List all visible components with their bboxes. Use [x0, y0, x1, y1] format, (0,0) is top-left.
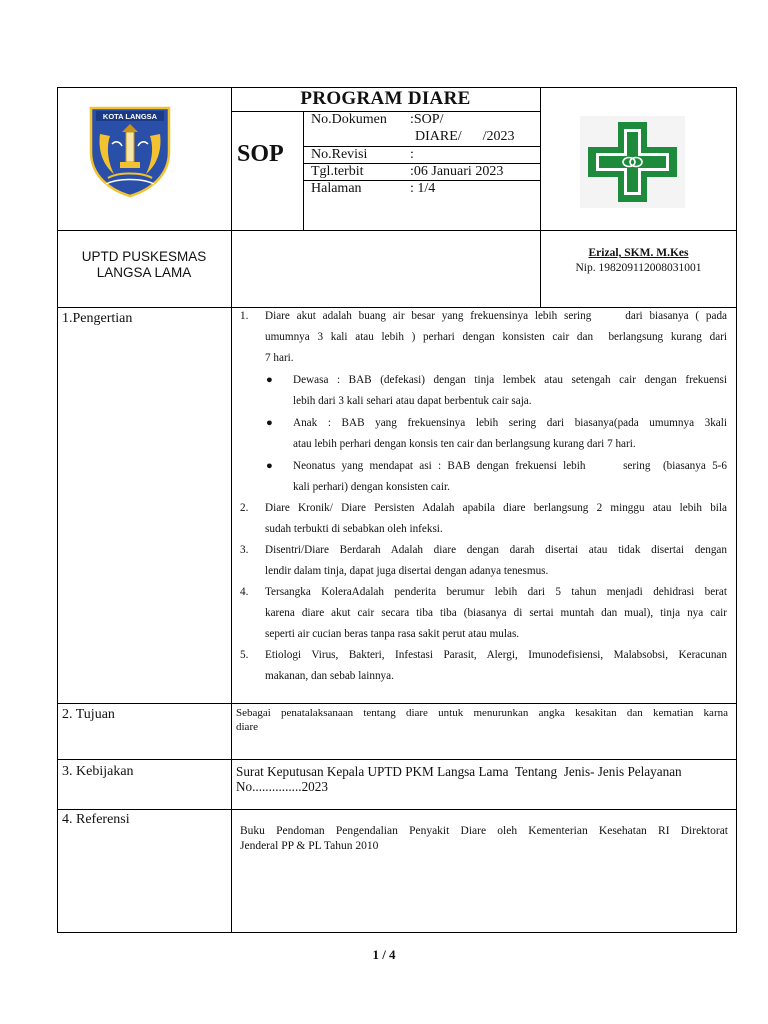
bullet-icon: ●: [266, 374, 273, 386]
list-item-text: karena diare akut cair secara tiba tiba (biasanya di sertai muntah dan mual), tinja nya cair: [265, 607, 727, 619]
list-item-text: seperti air cucian beras tanpa rasa sakit perut atau mulas.: [265, 628, 520, 640]
list-number: 3.: [240, 544, 249, 556]
meta-label-no-dokumen: No.Dokumen: [311, 112, 387, 127]
list-number: 5.: [240, 649, 249, 661]
list-number: 2.: [240, 502, 249, 514]
list-number: 4.: [240, 586, 249, 598]
list-item-text: Diare Kronik/ Diare Persisten Adalah apabila diare berlangsung 2 minggu atau lebih bila: [265, 502, 727, 514]
meta-value-tgl-terbit: :06 Januari 2023: [410, 164, 504, 179]
section-label-kebijakan: 3. Kebijakan: [62, 764, 134, 779]
list-item-text: umumnya 3 kali atau lebih ) perhari dengan konsisten cair dan berlangsung kurang dari: [265, 331, 727, 343]
bullet-icon: ●: [266, 417, 273, 429]
meta-value-halaman: : 1/4: [410, 181, 436, 196]
document-title: PROGRAM DIARE: [300, 88, 471, 109]
section-label-pengertian: 1.Pengertian: [62, 311, 133, 326]
list-item-text: lendir dalam tinja, dapat juga disertai dengan adanya tenesmus.: [265, 565, 549, 577]
list-item-text: makanan, dan sebab lainnya.: [265, 670, 394, 682]
meta-label-tgl-terbit: Tgl.terbit: [311, 164, 364, 179]
list-item-text: Disentri/Diare Berdarah Adalah diare dengan darah disertai atau tidak disertai dengan: [265, 544, 727, 556]
list-item-text: Tersangka KoleraAdalah penderita berumur lebih dari 5 tahun menjadi dehidrasi berat: [265, 586, 727, 598]
bullet-item-text: Neonatus yang mendapat asi : BAB dengan frekuensi lebih sering (biasanya 5-6: [293, 460, 727, 472]
kota-langsa-logo: [88, 104, 172, 198]
kebijakan-text: Surat Keputusan Kepala UPTD PKM Langsa Lama Tentang Jenis- Jenis Pelayanan: [236, 764, 682, 779]
bullet-icon: ●: [266, 460, 273, 472]
kebijakan-text: No...............2023: [236, 779, 328, 794]
tujuan-text: diare: [236, 721, 258, 733]
org-name-line2: LANGSA LAMA: [96, 265, 192, 280]
bullet-item-text: kali perhari) dengan konsisten cair.: [293, 481, 450, 493]
org-name-line1: UPTD PUSKESMAS: [81, 249, 207, 264]
signer-name: Erizal, SKM. M.Kes: [588, 247, 689, 259]
list-number: 1.: [240, 310, 249, 322]
meta-label-no-revisi: No.Revisi: [311, 147, 368, 162]
list-item-text: sudah terbukti di sebabkan oleh infeksi.: [265, 523, 443, 535]
list-item-text: Etiologi Virus, Bakteri, Infestasi Parasit, Alergi, Imunodefisiensi, Malabsobsi, Keracunan: [265, 649, 727, 661]
meta-value-no-revisi: :: [410, 147, 414, 162]
bullet-item-text: Anak : BAB yang frekuensinya lebih sering dari biasanya(pada umumnya 3kali: [293, 417, 727, 429]
meta-value-no-dokumen-cont: DIARE/ /2023: [415, 129, 515, 144]
bullet-item-text: lebih dari 3 kali sehari atau dapat berbentuk cair saja.: [293, 395, 532, 407]
tujuan-text: Sebagai penatalaksanaan tentang diare untuk menurunkan angka kesakitan dan kematian karna: [236, 707, 728, 719]
section-label-referensi: 4. Referensi: [62, 812, 130, 827]
signer-nip: Nip. 198209112008031001: [575, 262, 702, 274]
referensi-text: Jenderal PP & PL Tahun 2010: [240, 840, 379, 852]
section-label-tujuan: 2. Tujuan: [62, 707, 115, 722]
referensi-text: Buku Pendoman Pengendalian Penyakit Diare oleh Kementerian Kesehatan RI Direktorat: [240, 825, 728, 837]
puskesmas-cross-logo: [580, 116, 685, 208]
bullet-item-text: Dewasa : BAB (defekasi) dengan tinja lembek atau setengah cair dengan frekuensi: [293, 374, 727, 386]
list-item-text: 7 hari.: [265, 352, 294, 364]
page-number: 1 / 4: [372, 947, 396, 962]
svg-text:KOTA LANGSA: KOTA LANGSA: [102, 112, 158, 121]
list-item-text: Diare akut adalah buang air besar yang frekuensinya lebih sering dari biasanya ( pada: [265, 310, 727, 322]
meta-label-halaman: Halaman: [311, 181, 362, 196]
bullet-item-text: atau lebih perhari dengan konsis ten cair dan berlangsung kurang dari 7 hari.: [293, 438, 636, 450]
sop-label: SOP: [237, 141, 284, 167]
meta-value-no-dokumen: :SOP/: [410, 112, 444, 127]
